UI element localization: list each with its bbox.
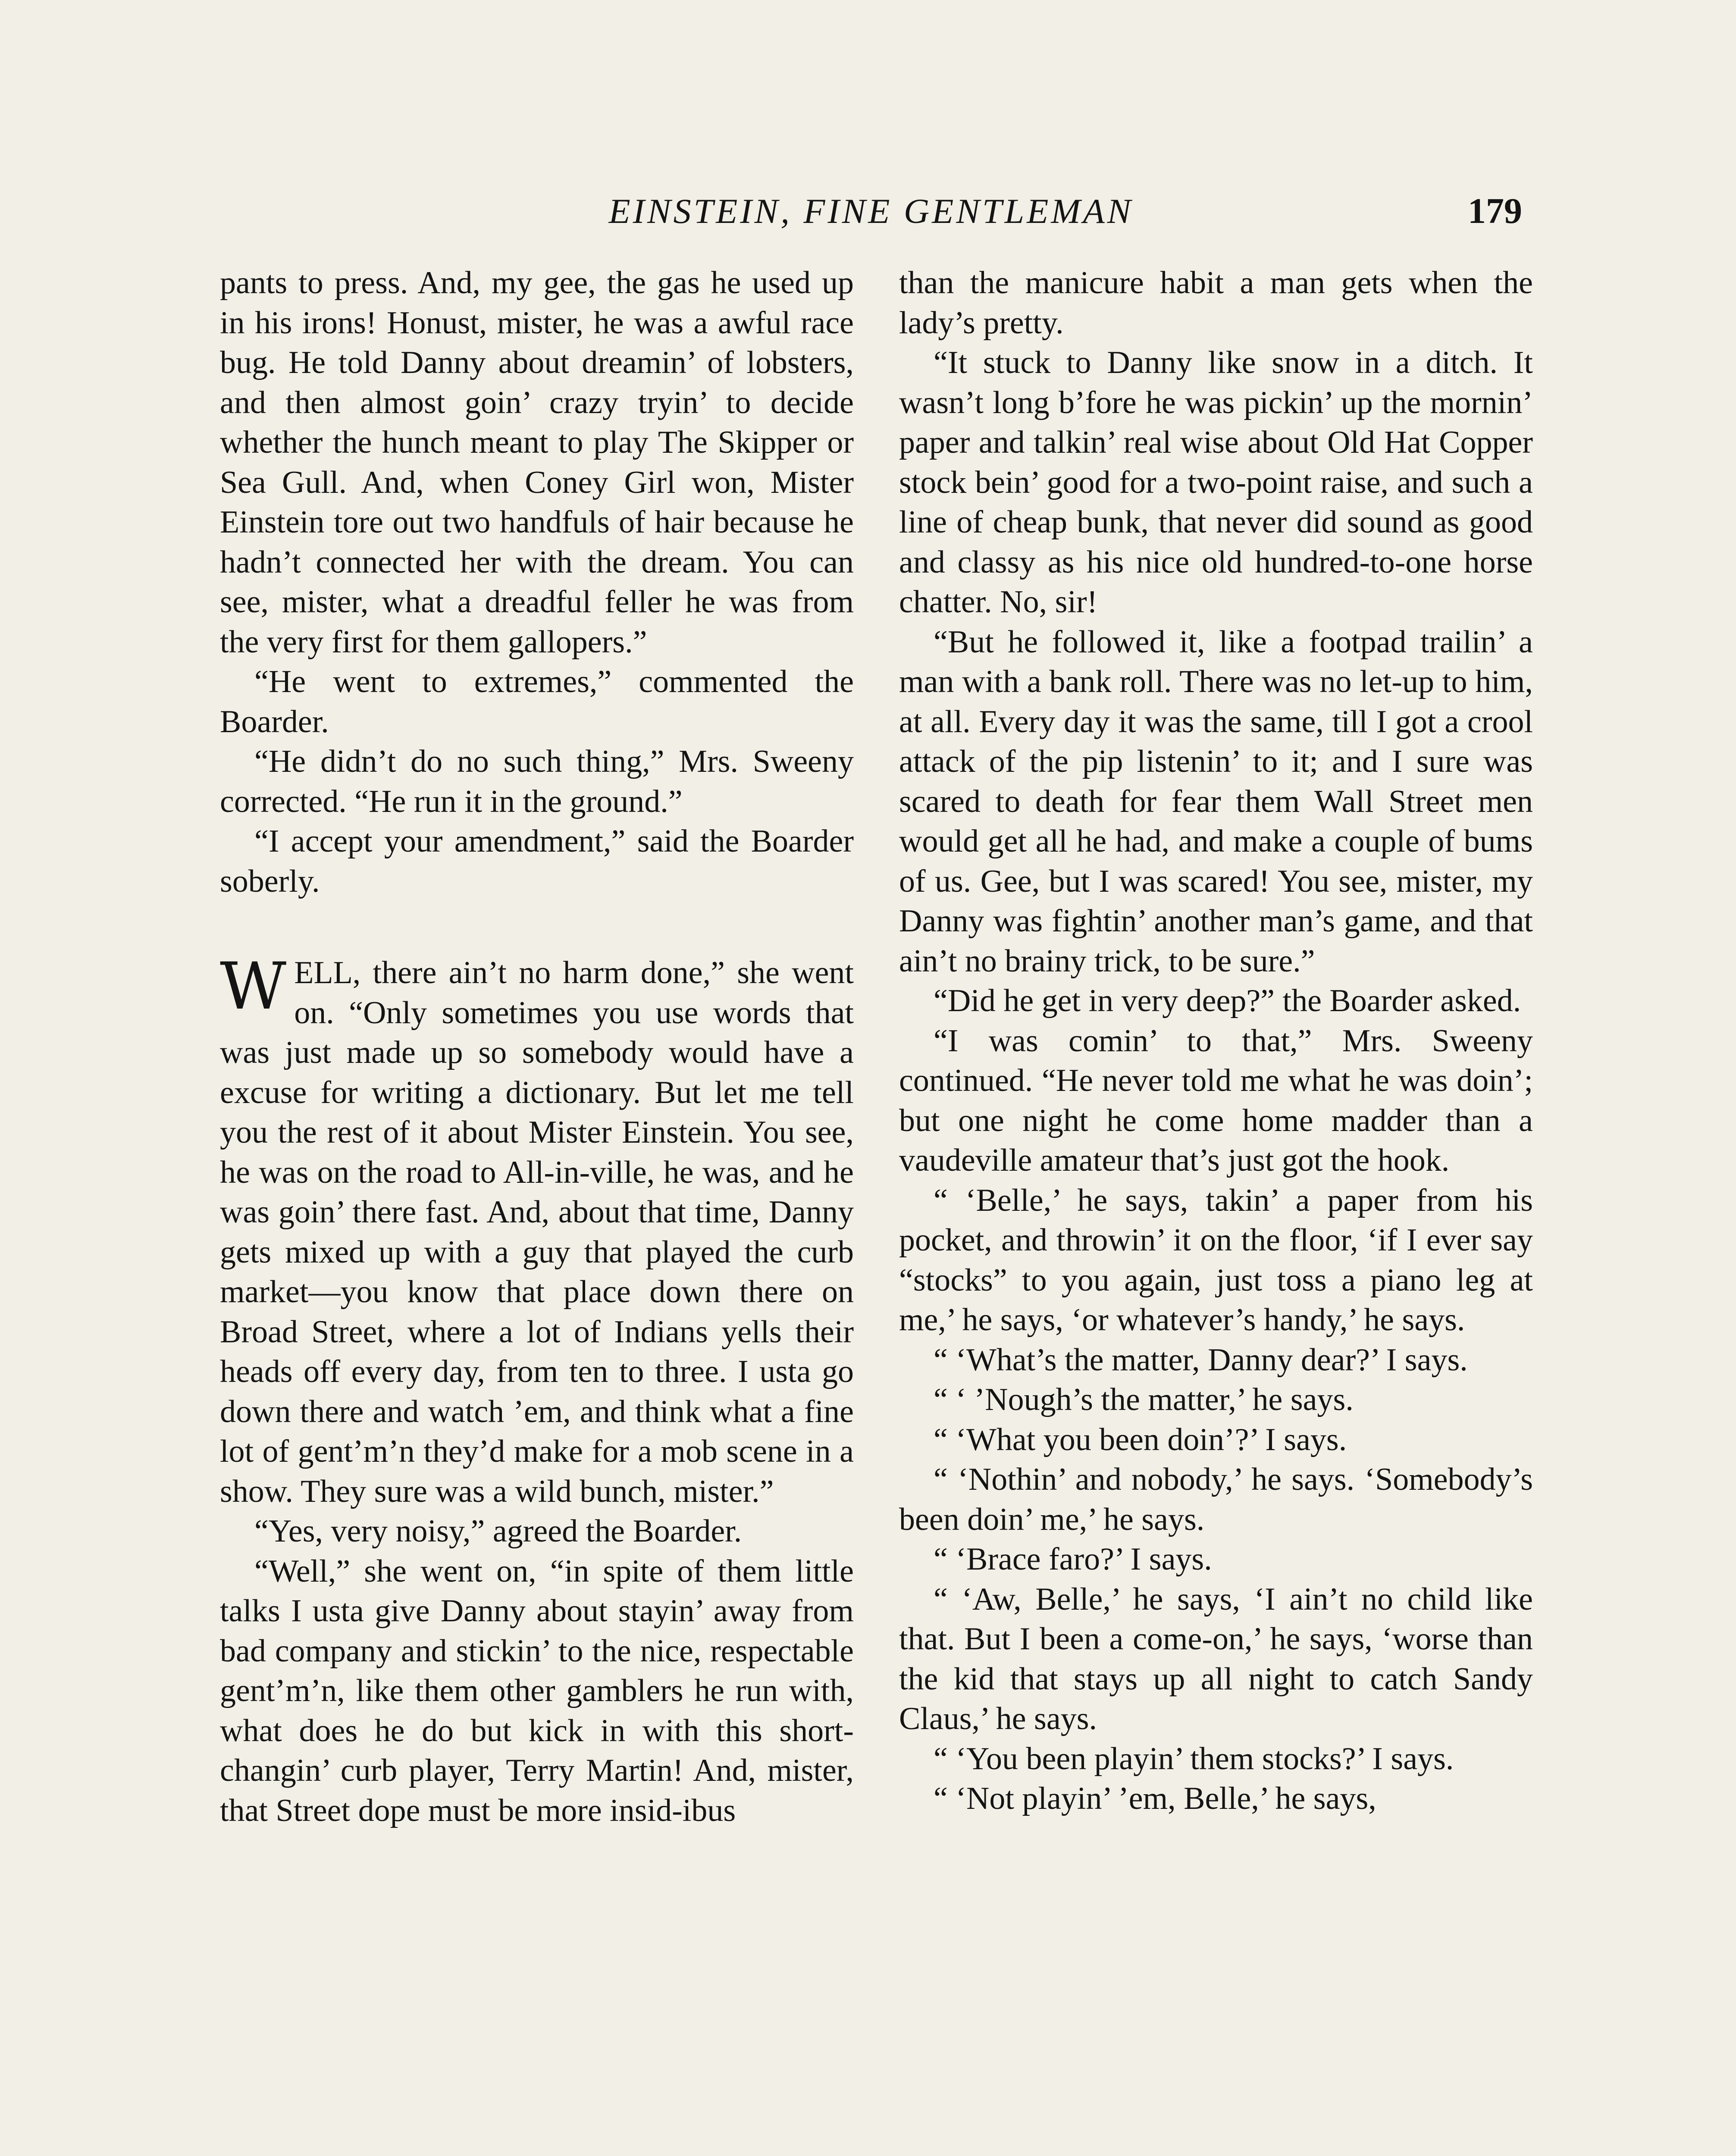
- paragraph: “Did he get in very deep?” the Boarder asked.: [934, 983, 1521, 1018]
- paragraph: “He didn’t do no such thing,” Mrs. Sweeny corrected. “He run it in the ground.”: [220, 744, 854, 819]
- section-opening-paragraph: [220, 949, 854, 1511]
- paragraph: “It stuck to Danny like snow in a ditch. It wasn’t long b’fore he was pickin’ up the mornin’ paper and talkin’ real wise about Old Hat Copper stock bein’ good for a two-point raise, and such a line of cheap bunk, that never did sound as good and classy as his nice old hundred-to-one horse chatter. No, sir!: [899, 345, 1533, 620]
- paragraph: “ ‘Brace faro?’ I says.: [934, 1542, 1212, 1577]
- paragraph: “He went to extremes,” commented the Boarder.: [220, 664, 854, 740]
- paragraph: “I was comin’ to that,” Mrs. Sweeny continued. “He never told me what he was doin’; but one night he come home madder than a vaudeville amateur that’s just got the hook.: [899, 1023, 1533, 1178]
- running-head: [220, 185, 1522, 237]
- right-column: [899, 263, 1533, 1819]
- page-number: 179: [1468, 191, 1522, 231]
- paragraph: “ ‘You been playin’ them stocks?’ I says.: [934, 1741, 1454, 1777]
- left-column: [220, 263, 854, 1830]
- running-title: EINSTEIN, FINE GENTLEMAN: [608, 191, 1134, 231]
- paragraph: “Well,” she went on, “in spite of them little talks I usta give Danny about stayin’ away from bad company and stickin’ to the nice, respectable gent’m’n, like them other gamblers he run with, what does he do but kick in with this short-changin’ curb player, Terry Martin! And, mister, that Street dope must be more insid-ibus: [220, 1553, 854, 1828]
- paragraph: “But he followed it, like a footpad trailin’ a man with a bank roll. There was no let-up to him, at all. Every day it was the same, till I got a crool attack of the pip listenin’ to it; and I sure was scared to death for fear them Wall Street men would get all he had, and make a couple of bums of us. Gee, but I was scared! You see, mister, my Danny was fightin’ another man’s game, and that ain’t no brainy trick, to be sure.”: [899, 624, 1533, 979]
- paragraph: “ ‘What’s the matter, Danny dear?’ I says.: [934, 1342, 1468, 1378]
- paragraph: “ ‘Not playin’ ’em, Belle,’ he says,: [934, 1781, 1376, 1816]
- paragraph: “ ‘ ’Nough’s the matter,’ he says.: [934, 1382, 1354, 1417]
- paragraph: “ ‘Nothin’ and nobody,’ he says. ‘Somebody’s been doin’ me,’ he says.: [899, 1462, 1533, 1537]
- paragraph: “I accept your amendment,” said the Boarder soberly.: [220, 824, 854, 899]
- drop-cap: W: [220, 949, 287, 1024]
- paragraph: than the manicure habit a man gets when the lady’s pretty.: [899, 265, 1533, 341]
- paragraph: “ ‘What you been doin’?’ I says.: [934, 1422, 1347, 1457]
- paragraph-text: ELL, there ain’t no harm done,” she went on. “Only sometimes you use words that was just made up so somebody would have a excuse for writing a dictionary. But let me tell you the rest of it about Mister Einstein. You see, he was on the road to All-in-ville, he was, and he was goin’ there fast. And, about that time, Danny gets mixed up with a guy that played the curb market—you know that place down there on Broad Street, where a lot of Indians yells their heads off every day, from ten to three. I usta go down there and watch ’em, and think what a fine lot of gent’m’n they’d make for a mob scene in a show. They sure was a wild bunch, mister.”: [220, 955, 854, 1509]
- paragraph: “ ‘Belle,’ he says, takin’ a paper from his pocket, and throwin’ it on the floor, ‘if I ever say “stocks” to you again, just toss a piano leg at me,’ he says, ‘or whatever’s handy,’ he says.: [899, 1182, 1533, 1338]
- paragraph: “ ‘Aw, Belle,’ he says, ‘I ain’t no child like that. But I been a come-on,’ he says, ‘worse than the kid that stays up all night to catch Sandy Claus,’ he says.: [899, 1581, 1533, 1736]
- paragraph: “Yes, very noisy,” agreed the Boarder.: [254, 1514, 742, 1549]
- paragraph: pants to press. And, my gee, the gas he used up in his irons! Honust, mister, he was a awful race bug. He told Danny about dreamin’ of lobsters, and then almost goin’ crazy tryin’ to decide whether the hunch meant to play The Skipper or Sea Gull. And, when Coney Girl won, Mister Einstein tore out two handfuls of hair because he hadn’t connected her with the dream. You can see, mister, what a dreadful feller he was from the very first for them gallopers.”: [220, 265, 854, 660]
